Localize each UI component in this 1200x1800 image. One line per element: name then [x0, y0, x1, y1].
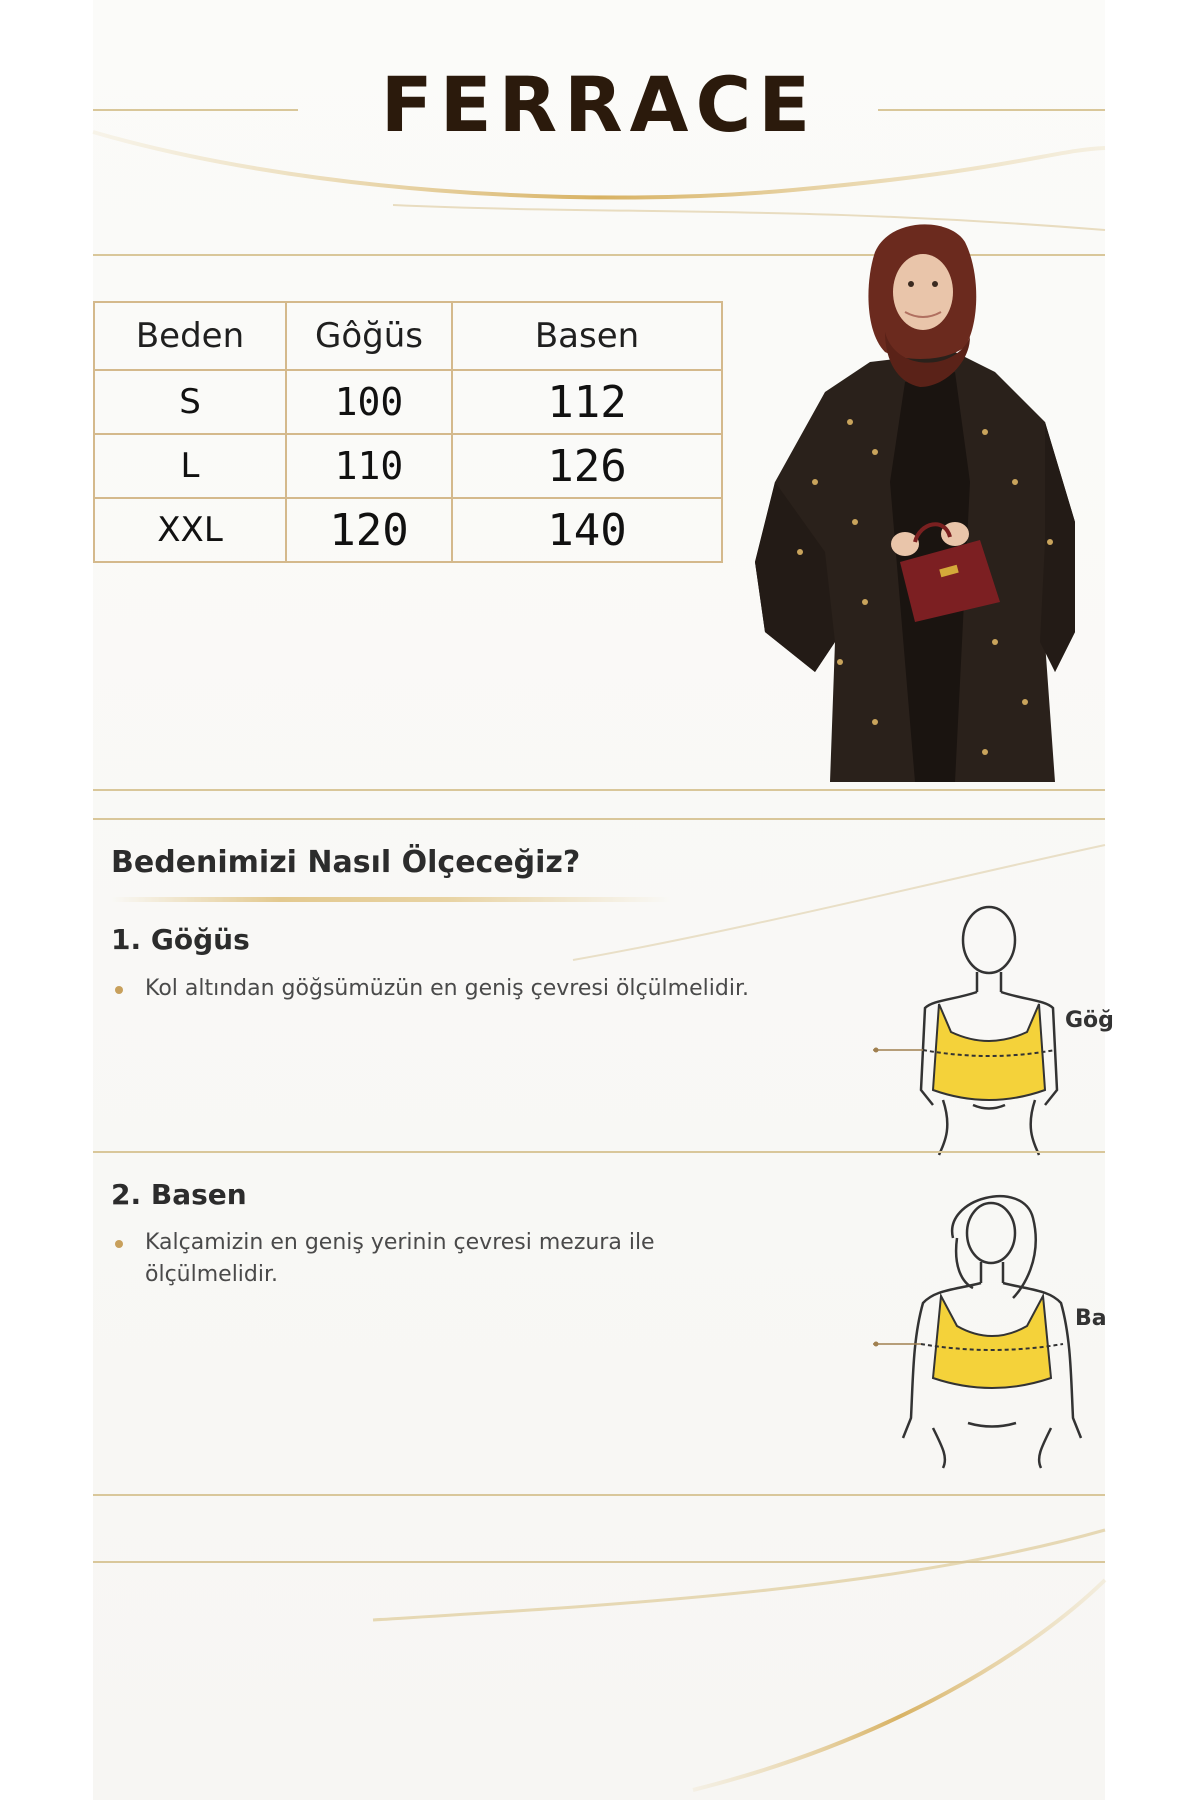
header-gogus: Gôğüs	[286, 302, 452, 370]
header-beden: Beden	[94, 302, 286, 370]
figure-label-gogus: Göğ	[1065, 1008, 1114, 1033]
section-divider	[93, 1561, 1105, 1563]
size-cell: L	[94, 434, 286, 498]
table-row	[94, 370, 722, 434]
section-divider	[93, 1494, 1105, 1496]
gogus-cell: 110	[286, 434, 452, 498]
size-chart-sheet	[93, 0, 1114, 1800]
guide-title: Bedenimizi Nasıl Ölçeceğiz?	[111, 845, 581, 880]
size-table	[93, 301, 723, 563]
bullet	[115, 986, 123, 994]
section-title-gogus: 1. Göğüs	[111, 923, 250, 956]
brand-title: FERRACE	[380, 60, 818, 149]
basen-cell: 140	[452, 498, 722, 562]
gogus-cell: 100	[286, 370, 452, 434]
table-row	[94, 434, 722, 498]
table-row	[94, 498, 722, 562]
section-title-basen: 2. Basen	[111, 1178, 247, 1211]
size-cell: S	[94, 370, 286, 434]
section-text-basen: Kalçamizin en geniş yerinin çevresi mezura ile ölçülmelidir.	[145, 1230, 655, 1287]
section-divider	[93, 1151, 1105, 1153]
section-divider	[93, 789, 1105, 791]
basen-cell: 126	[452, 434, 722, 498]
header-basen: Basen	[452, 302, 722, 370]
model-photo-illustration	[755, 222, 1085, 790]
basen-cell: 112	[452, 370, 722, 434]
figure-label-basen: Ba	[1075, 1306, 1107, 1331]
table-header-row	[94, 302, 722, 370]
gogus-cell: 120	[286, 498, 452, 562]
bullet	[115, 1240, 123, 1248]
guide-title-underline	[111, 897, 671, 902]
section-text-gogus: Kol altından göğsümüzün en geniş çevresi ölçülmelidir.	[145, 976, 749, 1001]
hip-measure-figure	[873, 1178, 1105, 1468]
size-cell: XXL	[94, 498, 286, 562]
section-divider	[93, 818, 1105, 820]
